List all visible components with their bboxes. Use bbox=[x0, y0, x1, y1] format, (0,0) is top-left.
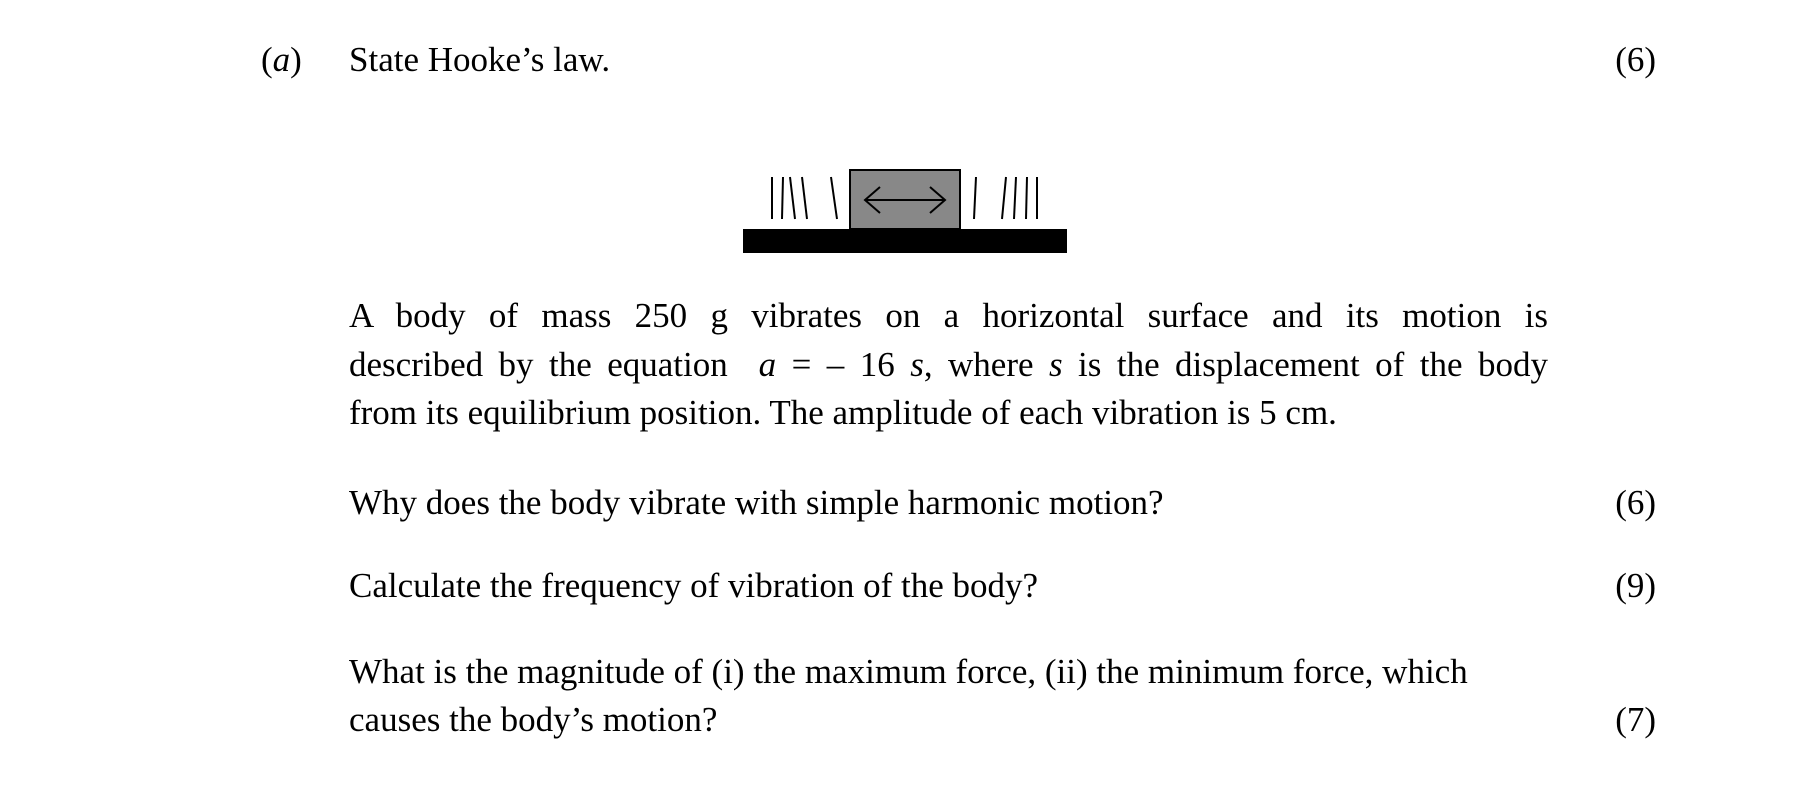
question-1: Why does the body vibrate with simple harmonic motion? bbox=[349, 483, 1164, 522]
equation-intro: described by the equation bbox=[349, 344, 728, 384]
question-3-line-1: What is the magnitude of (i) the maximum force, (ii) the minimum force, which bbox=[349, 652, 1468, 691]
right-motion-lines bbox=[974, 177, 1037, 219]
left-motion-lines bbox=[772, 177, 837, 219]
statement-line-1: A body of mass 250 g vibrates on a horizontal surface and its motion is bbox=[349, 296, 1548, 335]
question-1-marks: (6) bbox=[1615, 483, 1656, 522]
equation-value: = – 16 bbox=[791, 344, 895, 384]
horizontal-surface bbox=[743, 229, 1067, 253]
part-a-question: State Hooke’s law. bbox=[349, 40, 611, 79]
part-label: (a) bbox=[261, 40, 302, 79]
question-3-marks: (7) bbox=[1615, 700, 1656, 739]
variable-a: a bbox=[758, 344, 777, 384]
question-3-line-2: causes the body’s motion? bbox=[349, 700, 718, 739]
statement-line-3: from its equilibrium position. The amplitude of each vibration is 5 cm. bbox=[349, 393, 1337, 432]
variable-s: s bbox=[910, 344, 924, 384]
variable-s-2: s bbox=[1048, 344, 1063, 384]
problem-statement bbox=[349, 292, 1548, 438]
vibrating-body-diagram bbox=[740, 165, 1070, 257]
part-letter: a bbox=[272, 40, 291, 79]
statement-line-2 bbox=[349, 341, 1548, 390]
part-a-marks: (6) bbox=[1615, 40, 1656, 79]
question-2-marks: (9) bbox=[1615, 566, 1656, 605]
displacement-text: is the displacement of the body bbox=[1078, 344, 1548, 384]
question-2: Calculate the frequency of vibration of the body? bbox=[349, 566, 1039, 605]
where-text: , where bbox=[923, 344, 1034, 384]
